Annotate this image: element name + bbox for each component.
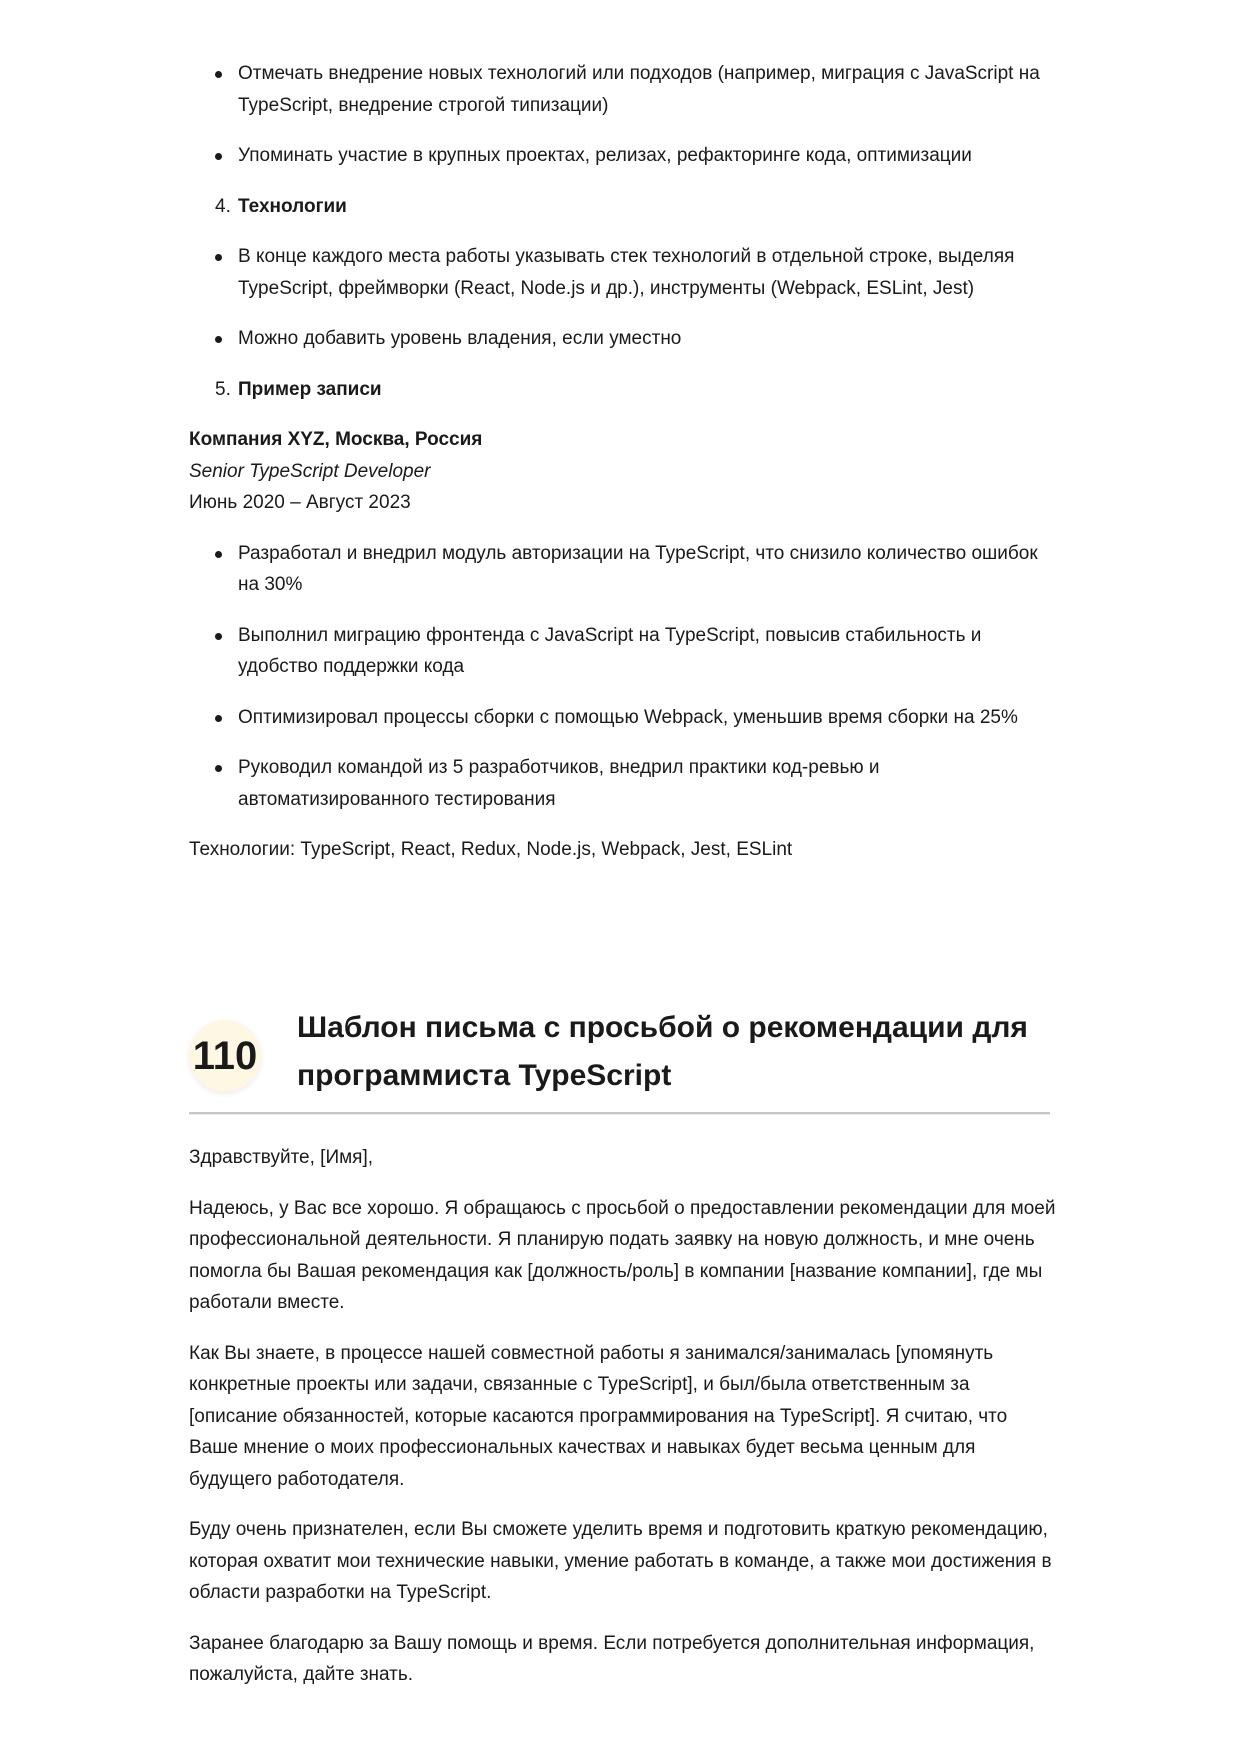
numbered-item-example bbox=[189, 374, 1059, 406]
job-dates: Июнь 2020 – Август 2023 bbox=[189, 492, 411, 513]
list-item: Разработал и внедрил модуль авторизации на TypeScript, что снизило количество ошибок на 30% bbox=[189, 538, 1059, 601]
technologies-line: Технологии: TypeScript, React, Redux, Node.js, Webpack, Jest, ESLint bbox=[189, 839, 793, 860]
item-number: 4. bbox=[215, 195, 231, 217]
example-achievement-list bbox=[189, 538, 1059, 816]
numbered-item-technologies bbox=[189, 191, 1059, 223]
list-item: Выполнил миграцию фронтенда с JavaScript на TypeScript, повысив стабильность и удобство поддержки кода bbox=[189, 620, 1059, 683]
list-item: Отмечать внедрение новых технологий или подходов (например, миграция с JavaScript на TypeScript, внедрение строгой типизации) bbox=[189, 58, 1059, 121]
item-title: Пример записи bbox=[238, 378, 382, 400]
letter-paragraph: Как Вы знаете, в процессе нашей совместной работы я занимался/занималась [упомянуть конкретные проекты или задачи, связанные с TypeScript], и был/была ответственным за [описание обязанностей, которые касаются программирования на TypeScript]. Я считаю, что Ваше мнение о моих профессиональных качествах и навыках будет весьма ценным для будущего работодателя. bbox=[189, 1342, 1008, 1490]
letter-paragraph: Буду очень признателен, если Вы сможете уделить время и подготовить краткую рекомендацию, которая охватит мои технические навыки, умение работать в команде, а также мои достижения в области разработки на TypeScript. bbox=[189, 1519, 1052, 1603]
job-role: Senior TypeScript Developer bbox=[189, 460, 431, 482]
company-name: Компания XYZ, Москва, Россия bbox=[189, 429, 483, 450]
section-header bbox=[189, 1000, 1050, 1114]
item-number: 5. bbox=[215, 378, 231, 400]
resume-advice-content bbox=[189, 58, 1059, 866]
letter-body bbox=[189, 1142, 1059, 1710]
section4-bullet-list bbox=[189, 241, 1059, 355]
list-item: Упоминать участие в крупных проектах, релизах, рефакторинге кода, оптимизации bbox=[189, 140, 1059, 172]
letter-paragraph: Заранее благодарю за Вашу помощь и время. Если потребуется дополнительная информация, пожалуйста, дайте знать. bbox=[189, 1632, 1035, 1685]
list-item: Оптимизировал процессы сборки с помощью Webpack, уменьшив время сборки на 25% bbox=[189, 702, 1059, 734]
letter-greeting: Здравствуйте, [Имя], bbox=[189, 1147, 374, 1168]
list-item: Можно добавить уровень владения, если уместно bbox=[189, 323, 1059, 355]
letter-paragraph: Надеюсь, у Вас все хорошо. Я обращаюсь с просьбой о предоставлении рекомендации для моей профессиональной деятельности. Я планирую подать заявку на новую должность, и мне очень помогла бы Вашая рекомендация как [должность/роль] в компании [название компании], где мы работали вместе. bbox=[189, 1197, 1056, 1313]
list-item: В конце каждого места работы указывать стек технологий в отдельной строке, выделяя TypeScript, фреймворки (React, Node.js и др.), инструменты (Webpack, ESLint, Jest) bbox=[189, 241, 1059, 304]
item-title: Технологии bbox=[238, 195, 347, 217]
list-item: Руководил командой из 5 разработчиков, внедрил практики код-ревью и автоматизированного тестирования bbox=[189, 752, 1059, 815]
section-title: Шаблон письма с просьбой о рекомендации для программиста TypeScript bbox=[297, 1011, 1028, 1092]
section3-bullet-list bbox=[189, 58, 1059, 172]
example-job-header bbox=[189, 424, 1059, 519]
section-number-badge: 110 bbox=[189, 1020, 261, 1092]
